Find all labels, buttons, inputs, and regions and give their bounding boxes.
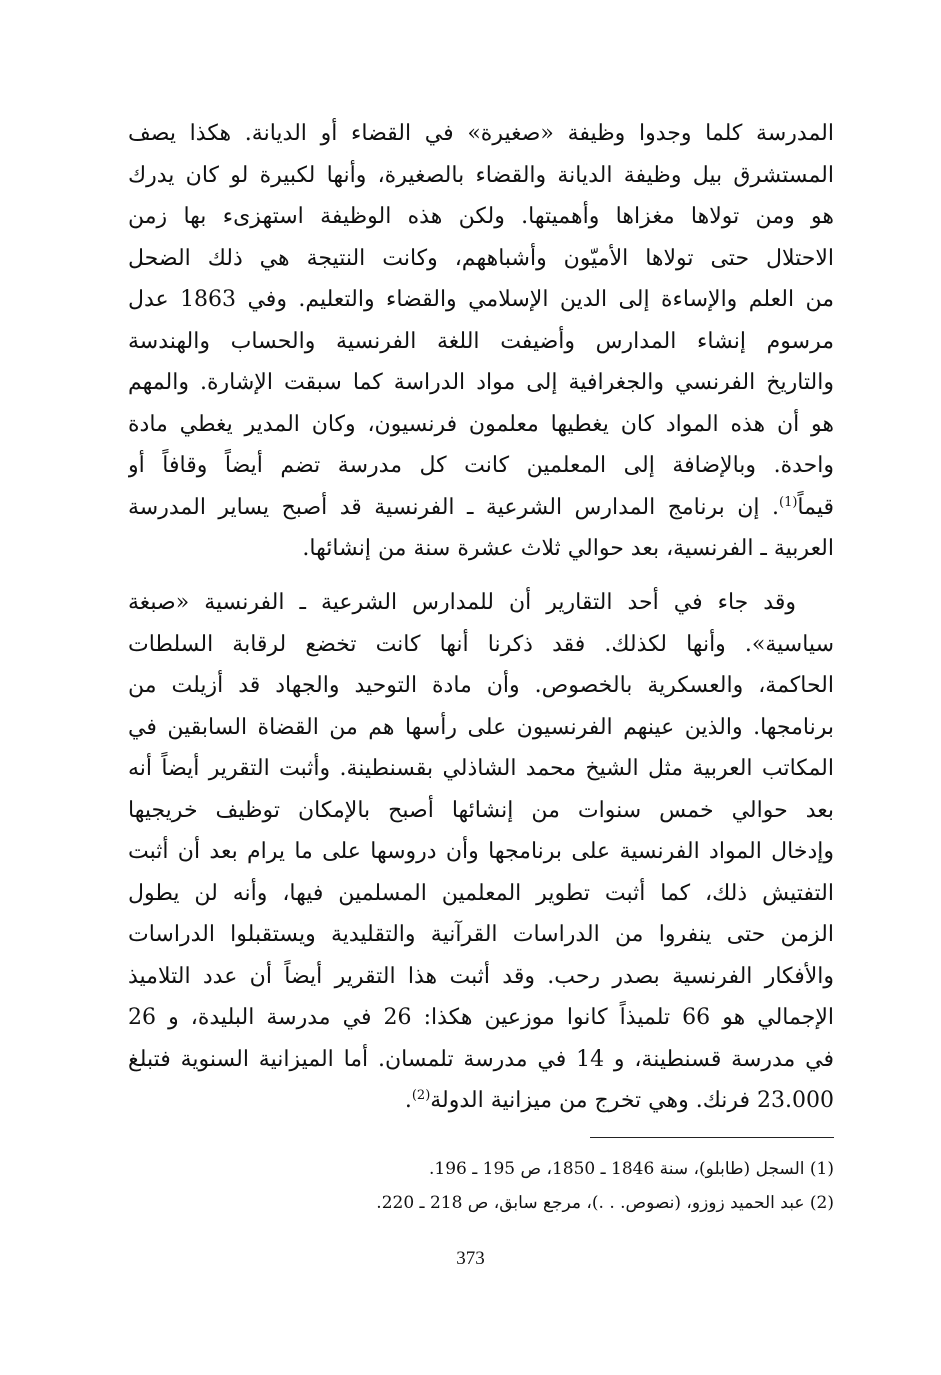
footnote-ref-1: (1) — [778, 494, 798, 510]
text-line: وإدخال المواد الفرنسية على برنامجها وأن دروسها على ما يرام بعد أن أثبت — [128, 839, 834, 864]
text-line: المكاتب العربية مثل الشيخ محمد الشاذلي بقسنطينة. وأثبت التقرير أيضاً أنه — [128, 756, 834, 781]
text-line: وقد جاء في أحد التقارير أن للمدارس الشرعية ـ الفرنسية «صبغة — [128, 590, 796, 615]
text-line: المستشرق بيل وظيفة الديانة والقضاء بالصغيرة، وأنها لكبيرة لو كان يدرك — [128, 162, 834, 188]
text-line: التفتيش ذلك، كما أثبت تطوير المعلمين المسلمين فيها، وأنه لن يطول — [128, 880, 834, 906]
text-line — [128, 487, 834, 529]
text-line: من العلم والإساءة إلى الدين الإسلامي والقضاء والتعليم. وفي 1863 عدل — [128, 287, 834, 312]
text-line: والتاريخ الفرنسي والجغرافية إلى مواد الدراسة كما سبقت الإشارة. والمهم — [128, 370, 834, 395]
footnote-separator — [590, 1137, 834, 1138]
text-line-end: . — [404, 1088, 412, 1113]
footnote-1: (1) السجل (طابلو)، سنة 1846 ـ 1850، ص 195 ـ 196. — [428, 1159, 834, 1179]
text-line: بعد حوالي خمس سنوات من إنشائها أصبح بالإمكان توظيف خريجيها — [128, 797, 834, 823]
text-line: برنامجها. والذين عينهم الفرنسيون على رأسها هم من القضاة السابقين في — [128, 714, 834, 740]
text-line: المدرسة كلما وجدوا وظيفة «صغيرة» في القضاء أو الديانة. هكذا يصف — [128, 121, 834, 146]
footnote-2: (2) عبد الحميد زوزو، (نصوص. . .)، مرجع سابق، ص 218 ـ 220. — [376, 1193, 834, 1213]
paragraph-1 — [128, 113, 834, 570]
text-line-start: 23.000 فرنك. وهي تخرج من ميزانية الدولة — [430, 1088, 834, 1113]
text-line-start: قيماً — [797, 494, 834, 520]
text-line — [128, 1080, 834, 1122]
text-line: هو ومن تولاها مغزاها وأهميتها. ولكن هذه الوظيفة استهزىء بها زمن — [128, 204, 834, 229]
paragraph-2 — [128, 582, 834, 1122]
footnotes — [128, 1152, 834, 1220]
text-line: الزمن حتى ينفروا من الدراسات القرآنية والتقليدية ويستقبلوا الدراسات — [128, 922, 834, 947]
text-line: مرسوم إنشاء المدارس وأضيفت اللغة الفرنسية والحساب والهندسة — [128, 328, 834, 354]
text-line: في مدرسة قسنطينة، و 14 في مدرسة تلمسان. أما الميزانية السنوية فتبلغ — [128, 1046, 834, 1072]
text-line: الإجمالي هو 66 تلميذاً كانوا موزعين هكذا: 26 في مدرسة البليدة، و 26 — [128, 1005, 834, 1030]
text-line: الحاكمة، والعسكرية بالخصوص. وأن مادة التوحيد والجهاد قد أزيلت من — [128, 673, 834, 698]
text-line: والأفكار الفرنسية بصدر رحب. وقد أثبت هذا التقرير أيضاً أن عدد التلاميذ — [128, 963, 834, 989]
text-line: سياسية». وأنها لكذلك. فقد ذكرنا أنها كانت تخضع لرقابة السلطات — [128, 631, 834, 657]
text-line-rest: . إن برنامج المدارس الشرعية ـ الفرنسية قد أصبح يساير المدرسة — [128, 494, 779, 520]
text-line: هو أن هذه المواد كان يغطيها معلمون فرنسيون، وكان المدير يغطي مادة — [128, 411, 834, 437]
text-line: الاحتلال حتى تولاها الأميّون وأشباههم، وكانت النتيجة هي ذلك الضحل — [128, 245, 834, 271]
page-number: 373 — [456, 1248, 485, 1269]
text-line: العربية ـ الفرنسية، بعد حوالي ثلاث عشرة سنة من إنشائها. — [302, 536, 834, 561]
footnote-ref-2: (2) — [411, 1088, 431, 1103]
text-line: واحدة. وبالإضافة إلى المعلمين كانت كل مدرسة تضم أيضاً وقافاً أو — [128, 453, 834, 478]
